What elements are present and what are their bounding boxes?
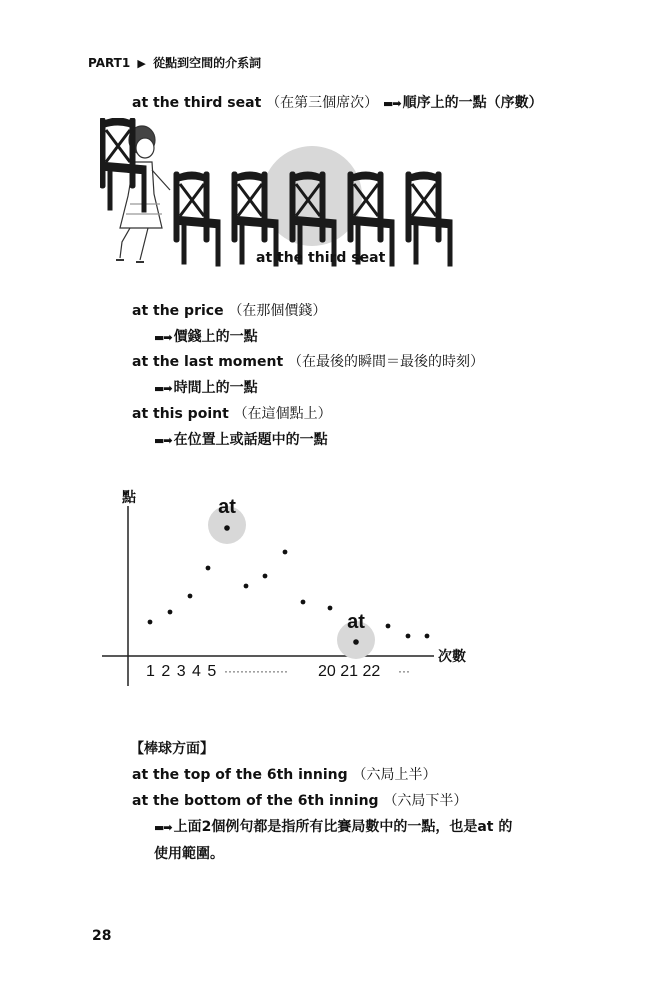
chair-1 [174,172,220,266]
example-at: at [132,406,149,422]
point [406,634,411,639]
arrow-icon: ▬➡ [154,331,172,344]
example-at: at [132,95,149,111]
example-third-seat [132,92,543,112]
baseball-note-line2: 使用範圍。 [154,846,224,862]
example-phrase: the third seat [148,95,262,111]
example-price-note [154,326,258,346]
point [301,600,306,605]
running-header [88,54,261,71]
point [244,584,249,589]
x-ellipsis-right: ··· [398,664,410,678]
at-label-bottom: at [347,611,365,633]
x-ellipsis-left: ················ [224,664,288,678]
baseball-note-text: 上面2個例句都是指所有比賽局數中的一點，也是at 的 [173,819,513,835]
example-translation: （在最後的瞬間＝最後的時刻） [288,354,485,370]
example-translation: （在第三個席次） [266,95,379,111]
arrow-icon: ▬➡ [154,382,172,395]
part-label: PART1 [88,56,131,70]
point [283,550,288,555]
example-translation: （在這個點上） [233,406,332,422]
point [386,624,391,629]
chairs-caption: at the third seat [256,250,386,266]
example-at: at [132,303,149,319]
point [206,566,211,571]
page-number: 28 [92,928,112,944]
point [148,620,153,625]
play-arrow-icon: ▶ [137,57,146,70]
point [168,610,173,615]
example-translation: （六局上半） [352,767,437,783]
chapter-title: 從點到空間的介系詞 [153,56,262,70]
example-phrase: this point [148,406,229,422]
example-price [132,300,326,320]
x-axis-label: 次數 [438,648,466,664]
baseball-note-line1 [154,816,512,836]
example-phrase: the top of the 6th inning [148,767,348,783]
example-phrase: the last moment [148,354,284,370]
x-ticks-right: 20 21 22 [318,663,381,680]
x-ticks-left: 1 2 3 4 5 [146,663,217,680]
point [353,639,359,645]
example-phrase: the bottom of the 6th inning [148,793,379,809]
data-points [148,525,430,645]
y-axis-label: 點 [122,489,136,505]
example-at: at [132,767,149,783]
baseball-heading: 【棒球方面】 [130,741,214,757]
arrow-icon: ▬➡ [383,97,401,110]
example-last-moment-note [154,377,258,397]
point [425,634,430,639]
point [263,574,268,579]
at-label-top: at [218,496,236,518]
example-translation: （六局下半） [383,793,468,809]
arrow-icon: ▬➡ [154,434,172,447]
example-note: 順序上的一點（序數） [402,95,543,111]
example-translation: （在那個價錢） [228,303,327,319]
example-note: 價錢上的一點 [173,329,258,345]
example-phrase: the price [148,303,224,319]
example-at: at [132,793,149,809]
example-this-point-note [154,429,328,449]
example-note: 在位置上或話題中的一點 [173,432,328,448]
point [224,525,230,531]
example-this-point [132,403,332,423]
point [188,594,193,599]
point [328,606,333,611]
example-top-inning [132,764,437,784]
point-diagram [100,484,480,694]
example-note: 時間上的一點 [173,380,258,396]
arrow-icon: ▬➡ [154,821,172,834]
example-last-moment [132,351,484,371]
chair-5 [406,172,452,266]
example-at: at [132,354,149,370]
example-bottom-inning [132,790,467,810]
